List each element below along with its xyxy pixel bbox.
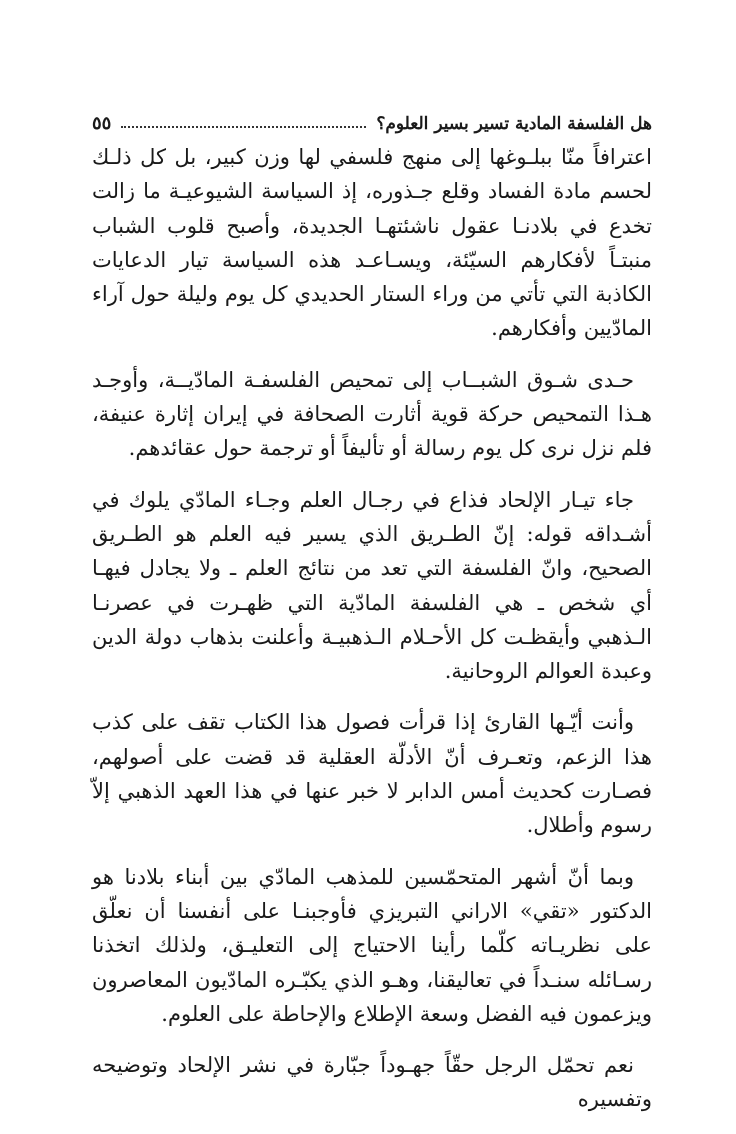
running-title: هل الفلسفة المادية تسير بسير العلوم؟	[376, 114, 652, 134]
paragraph-5: وبما أنّ أشهر المتحمّسين للمذهب المادّي بين أبناء بلادنا هو الدكتور «تقي» الاراني التبريزي فأوجبنـا على أنفسنا أن نعلّق على نظريـاته كلّما رأينا الاحتياج إلى التعليـق، ولذلك اتخذنا رسـائله سنـداً في تعاليقنا، وهـو الذي يكبّـره المادّيون المعاصرون ويزعمون فيه الفضل وسعة الإطلاع والإحاطة على العلوم.	[92, 864, 652, 1026]
paragraph-4: وأنت أيّـها القارئ إذا قرأت فصول هذا الكتاب تقف على كذب هذا الزعم، وتعـرف أنّ الأدلّة العقلية قد قضت على أصولهم، فصـارت كحديث أمس الدابر لا خبر عنها في هذا العهد الذهبي إلاّ رسوم وأطلال.	[92, 710, 652, 838]
body-text	[92, 140, 652, 1134]
paragraph-6: نعم تحمّل الرجل حقّاً جهـوداً جبّارة في نشر الإلحاد وتوضيحه وتفسيره	[92, 1053, 652, 1112]
paragraph-2: حـدى شـوق الشبــاب إلى تمحيص الفلسفـة المادّيــة، وأوجـد هـذا التمحيص حركة قوية أثارت الصحافة في إيران إثارة عنيفة، فلم نزل نرى كل يوم رسالة أو تأليفاً أو ترجمة حول عقائدهم.	[92, 367, 652, 461]
dotted-leader	[121, 126, 366, 128]
paragraph-1: اعترافاً منّا ببلـوغها إلى منهج فلسفي لها وزن كبير، بل كل ذلـك لحسم مادة الفساد وقلع جـذوره، إذ السياسة الشيوعيـة ما زالت تخدع في بلادنـا عقول ناشئتهـا الجديدة، وأصبح قلوب الشباب منبتـاً لأفكارهم السيّئة، ويسـاعـد هذه السياسة تيار الدعايات الكاذبة التي تأتي من وراء الستار الحديدي كل يوم وليلة حول آراء المادّيين وأفكارهم.	[92, 145, 652, 341]
page-number: ٥٥	[92, 113, 112, 134]
page-header	[92, 104, 652, 134]
paragraph-3: جاء تيـار الإلحاد فذاع في رجـال العلم وجـاء المادّي يلوك في أشـداقه قوله: إنّ الطـريق الذي يسير فيه العلم هو الطـريق الصحيح، وانّ الفلسفة التي تعد من نتائج العلم ـ ولا يجادل فيهـا أي شخص ـ هي الفلسفة المادّية التي ظهـرت في عصرنـا الـذهبي وأيقظـت كل الأحـلام الـذهبيـة وأعلنت بذهاب دولة الدين وعبدة العوالم الروحانية.	[92, 487, 652, 684]
